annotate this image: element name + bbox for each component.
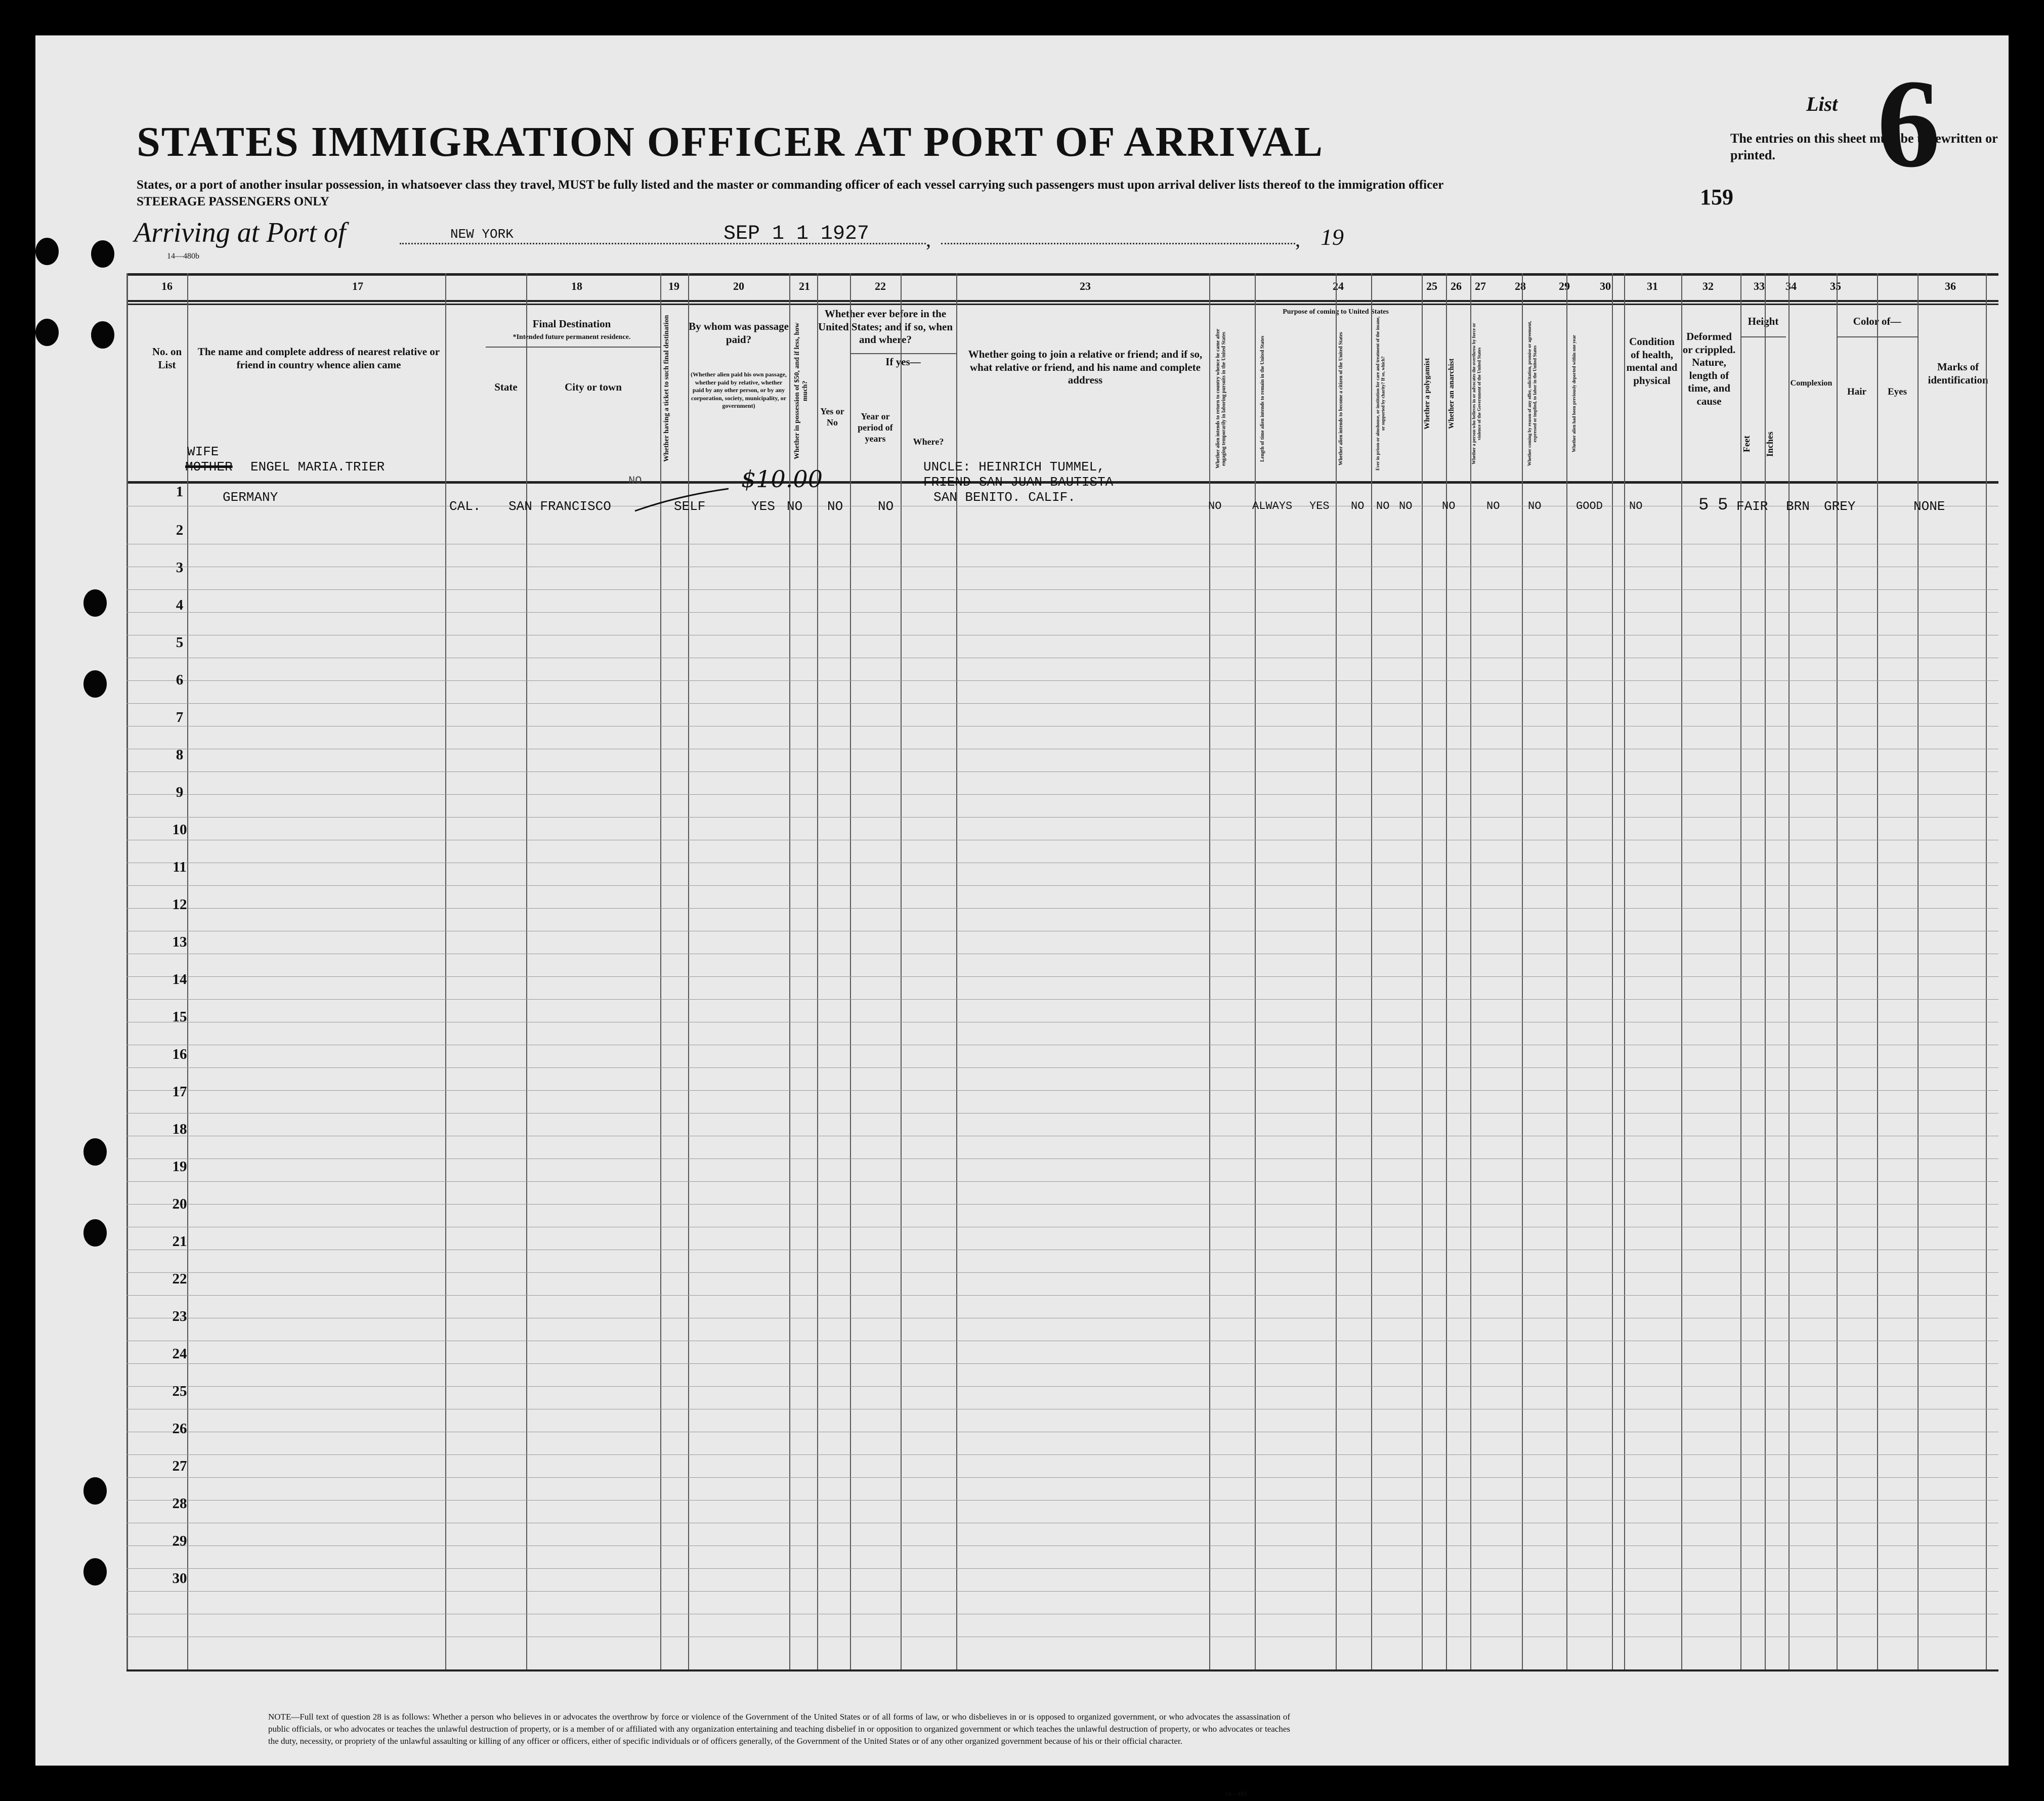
header-polygamist: Whether a polygamist [1423, 358, 1431, 430]
row-line [126, 1477, 1998, 1478]
date-dotted-line [941, 243, 1295, 244]
column-number: 30 [1600, 280, 1611, 292]
column-line [1470, 273, 1471, 1669]
header-anarchist: Whether an anarchist [1447, 358, 1456, 429]
column-line [1877, 273, 1878, 1669]
column-number: 36 [1945, 280, 1956, 292]
row-number: 30 [172, 1570, 187, 1586]
header-feet: Feet [1741, 436, 1752, 453]
header-purpose-length: Length of time alien intends to remain in the United States [1260, 335, 1265, 462]
row-line [126, 1591, 1998, 1592]
health-value: GOOD [1576, 500, 1603, 512]
column-line [1566, 273, 1567, 1669]
column-line [126, 273, 128, 1669]
column-line [445, 273, 446, 1669]
column-number: 23 [1080, 280, 1091, 292]
column-number-row [126, 273, 1998, 302]
column-number: 20 [733, 280, 744, 292]
purpose-citizen: YES [1309, 500, 1330, 512]
row-number: 29 [172, 1533, 187, 1549]
destination-state: CAL. [449, 499, 481, 514]
header-if-yes: If yes— [885, 356, 921, 368]
list-label: List [1806, 93, 1838, 115]
column-line [1740, 273, 1741, 1669]
row-number: 12 [172, 896, 187, 913]
punch-hole [83, 1138, 107, 1166]
header-state: State [494, 381, 518, 393]
fifty-value: YES [751, 499, 775, 514]
year-period-value: NO [827, 499, 843, 514]
header-final-destination: Final Destination [532, 318, 611, 330]
row-line [126, 703, 1998, 704]
ticket-value: NO [628, 475, 642, 487]
column-number: 24 [1333, 280, 1344, 292]
column-number: 26 [1451, 280, 1462, 292]
header-divider [486, 347, 660, 348]
punch-hole [83, 1477, 107, 1505]
column-number: 33 [1754, 280, 1765, 292]
column-number: 32 [1702, 280, 1714, 292]
column-line [901, 273, 902, 1669]
header-purpose: Purpose of coming to United States [1283, 308, 1389, 316]
row-line [126, 1454, 1998, 1455]
relative-name: ENGEL MARIA.TRIER [250, 459, 385, 475]
header-divider [850, 353, 956, 354]
column-number: 29 [1559, 280, 1570, 292]
row-line [126, 771, 1998, 772]
row-line [126, 817, 1998, 818]
steerage-label: STEERAGE PASSENGERS ONLY [137, 195, 329, 208]
column-line [1624, 273, 1625, 1669]
row-number: 28 [172, 1495, 187, 1512]
header-yes-or-no: Yes or No [820, 406, 844, 427]
port-value: NEW YORK [450, 227, 514, 242]
column-number: 28 [1515, 280, 1526, 292]
column-line [1255, 273, 1256, 1669]
row-number: 17 [172, 1084, 187, 1100]
row-number: 27 [172, 1458, 187, 1474]
column-number: 18 [571, 280, 582, 292]
deformed-value: NO [1629, 500, 1643, 512]
row-line [126, 612, 1998, 613]
column-line [1681, 273, 1682, 1669]
header-purpose-return: Whether alien intends to return to country whence he came after engaging temporarily in laboring pursuits in the United States [1215, 328, 1227, 469]
row-line [126, 1363, 1998, 1364]
row-number: 11 [173, 859, 187, 875]
row-line [126, 1386, 1998, 1387]
row-number: 24 [172, 1346, 187, 1362]
destination-city: SAN FRANCISCO [508, 499, 611, 514]
row-line [126, 1181, 1998, 1182]
polygamist-value: NO [1376, 500, 1390, 512]
row-number: 15 [172, 1009, 187, 1025]
column-line [1765, 273, 1766, 1669]
footnote-form-code: 14—481 [1224, 1790, 1248, 1797]
column-line [660, 273, 661, 1669]
complexion-value: FAIR [1736, 499, 1768, 514]
punch-hole [83, 589, 107, 617]
row-number: 4 [176, 597, 184, 613]
height-inches: 5 [1718, 496, 1728, 515]
arrival-date: SEP 1 1 1927 [723, 223, 870, 245]
header-purpose-citizen: Whether alien intends to become a citizen of the United States [1338, 332, 1344, 465]
row-line [126, 1272, 1998, 1273]
comma: , [1295, 228, 1300, 251]
column-number: 21 [799, 280, 810, 292]
row-line [126, 1295, 1998, 1296]
column-number: 19 [668, 280, 679, 292]
page-title: STATES IMMIGRATION OFFICER AT PORT OF ARRIVAL [137, 118, 1324, 165]
join-line-2: SAN JUAN BAUTISTA [979, 475, 1114, 490]
row-number: 9 [176, 784, 184, 800]
column-line [1422, 273, 1423, 1669]
eyes-value: GREY [1824, 499, 1856, 514]
column-number: 27 [1475, 280, 1486, 292]
column-number: 16 [161, 280, 173, 292]
row-line [126, 1090, 1998, 1091]
header-deformed: Deformed or crippled. Nature, length of time, and cause [1682, 330, 1736, 408]
column-line [1209, 273, 1210, 1669]
column-number: 31 [1647, 280, 1658, 292]
row-line [126, 999, 1998, 1000]
punch-hole [35, 319, 59, 346]
row-number: 6 [176, 672, 184, 688]
header-marks: Marks of identification [1928, 361, 1988, 386]
header-complexion: Complexion [1790, 379, 1833, 388]
punch-hole [35, 238, 59, 265]
fifty-handwritten: $10.00 [741, 465, 823, 493]
join-line-1: UNCLE: HEINRICH TUMMEL, [923, 459, 1105, 475]
row-line [126, 1204, 1998, 1205]
column-number: 22 [875, 280, 886, 292]
comma: , [926, 228, 931, 251]
manifest-sheet [35, 35, 2009, 1797]
q30-value: NO [1528, 500, 1542, 512]
header-prison: Ever in prison or almshouse, or institution for care and treatment of the insane, or supported by charity? If so, which? [1375, 316, 1386, 471]
column-line [688, 273, 689, 1669]
column-number: 35 [1830, 280, 1841, 292]
marks-value: NONE [1913, 499, 1945, 514]
row-number: 5 [176, 634, 184, 651]
form-code: 14—480b [167, 252, 199, 261]
header-ever-before: Whether ever before in the United States; and if so, when and where? [818, 308, 953, 346]
year-prefix: 19 [1321, 224, 1344, 250]
header-hair: Hair [1847, 387, 1866, 397]
table-bottom-border [126, 1669, 1998, 1671]
entries-note: The entries on this sheet must be typewritten or printed. [1730, 131, 1998, 162]
column-line [1837, 273, 1838, 1669]
row-line [126, 1067, 1998, 1068]
row-number: 1 [176, 484, 184, 500]
relation: WIFE [187, 444, 219, 459]
instructions: States, or a port of another insular possession, in whatsoever class they travel, MUST be fully listed and the master or commanding officer of each vessel carrying such passengers must upon arrival deliver lists thereof to the immigration officer [137, 178, 1444, 192]
punch-hole [83, 670, 107, 698]
column-line [1522, 273, 1523, 1669]
header-q29: Whether coming by reason of any offer, solicitation, promise or agreement, expressed or implied, to labor in the United States [1527, 321, 1538, 466]
relative-name-struck: MOTHER [185, 459, 233, 475]
hair-value: BRN [1786, 499, 1810, 514]
header-city: City or town [565, 381, 622, 393]
row-number: 14 [172, 971, 187, 988]
row-line [126, 885, 1998, 886]
header-no-on-list: No. on List [152, 346, 182, 371]
q29-value: NO [1486, 500, 1500, 512]
header-health: Condition of health, mental and physical [1626, 335, 1678, 387]
row-line [126, 589, 1998, 590]
height-feet: 5 [1698, 496, 1709, 515]
header-year-period: Year or period of years [858, 411, 893, 444]
arriving-label: Arriving at Port of [134, 217, 346, 248]
header-relative-address: The name and complete address of nearest relative or friend in country whence alien came [197, 346, 440, 371]
row-number: 21 [172, 1233, 187, 1250]
passage-value: SELF [674, 499, 706, 514]
row-number: 13 [172, 934, 187, 950]
row-line [126, 794, 1998, 795]
column-number: 17 [352, 280, 363, 292]
join-line-3: SAN BENITO. CALIF. [933, 490, 1076, 505]
pen-stroke [632, 486, 734, 516]
column-line [1788, 273, 1790, 1669]
header-height: Height [1748, 315, 1779, 327]
column-line [1336, 273, 1337, 1669]
row-number: 7 [176, 709, 184, 725]
header-eyes: Eyes [1888, 387, 1907, 397]
row-number: 25 [172, 1383, 187, 1399]
header-inches: Inches [1765, 432, 1775, 457]
footnote: NOTE—Full text of question 28 is as follows: Whether a person who believes in or advocates the overthrow by force or violence of the Government of the United States or of all forms of law, or who disbelieves in or is opposed to organized government, or who advocates the assassination of public officials, or who advocates or teaches the unlawful destruction of property, or is a member of or affiliated with any organization entertaining and teaching disbelief in or opposition to organized government or which teaches the unlawful destruction of property, or who advocates or teaches the duty, necessity, or propriety of the unlawful assaulting or killing of any officer or officers, either of specific individuals or of officers generally, of the Government of the United States or of any other organized government because of his or their official character. [268, 1712, 1290, 1746]
bleed-through [794, 94, 799, 107]
join-struck: FRIEND [923, 475, 971, 490]
row-number: 20 [172, 1196, 187, 1212]
purpose-return: NO [1208, 500, 1222, 512]
ever-before-value: NO [787, 499, 803, 514]
header-join-relative: Whether going to join a relative or friend; and if so, what relative or friend, and his name and complete address [968, 348, 1203, 387]
row-number: 18 [172, 1121, 187, 1137]
row-number: 16 [172, 1046, 187, 1062]
punch-hole [91, 321, 114, 349]
prison-value: NO [1351, 500, 1365, 512]
column-line [1918, 273, 1919, 1669]
header-where: Where? [913, 437, 944, 447]
row-number: 8 [176, 747, 184, 763]
anarchist-value: NO [1399, 500, 1413, 512]
column-line [1986, 273, 1987, 1669]
header-fifty-dollars: Whether in possession of $50, and if less, how much? [793, 322, 810, 460]
row-line [126, 976, 1998, 977]
header-color-of: Color of— [1853, 315, 1901, 327]
row-number: 22 [172, 1271, 187, 1287]
row-line [126, 908, 1998, 909]
sheet-number: 159 [1700, 185, 1733, 209]
list-number: 6 [1877, 54, 1940, 194]
header-divider [1740, 336, 1786, 337]
punch-hole [91, 240, 114, 268]
header-passage-paid: By whom was passage paid? [689, 320, 789, 346]
row-number: 26 [172, 1421, 187, 1437]
header-q28: Whether a person who believes in or advocates the overthrow by force or violence of the Government of the United States [1471, 323, 1482, 464]
row-number: 3 [176, 560, 184, 576]
header-q30: Whether alien had been previously deported within one year [1571, 334, 1577, 453]
column-line [1371, 273, 1372, 1669]
column-number: 34 [1785, 280, 1797, 292]
row-number: 2 [176, 522, 184, 538]
header-passage-note: (Whether alien paid his own passage, whether paid by relative, whether paid by any other person, or by any corporation, society, municipality, or government) [691, 371, 787, 410]
punch-hole [83, 1558, 107, 1585]
row-number: 19 [172, 1159, 187, 1175]
row-line [126, 1568, 1998, 1569]
header-final-destination-note: *Intended future permanent residence. [513, 333, 631, 341]
q28-value: NO [1442, 500, 1456, 512]
relative-country: GERMANY [223, 490, 278, 505]
punch-hole [83, 1219, 107, 1247]
header-ticket: Whether having a ticket to such final destination [663, 315, 670, 462]
row-number: 23 [172, 1308, 187, 1324]
purpose-length: ALWAYS [1252, 500, 1293, 512]
column-line [850, 273, 851, 1669]
table-header [126, 304, 1998, 484]
column-number: 25 [1426, 280, 1437, 292]
column-line [1446, 273, 1447, 1669]
row-line [126, 680, 1998, 681]
where-value: NO [878, 499, 894, 514]
column-line [1612, 273, 1613, 1669]
column-line [526, 273, 527, 1669]
row-number: 10 [172, 822, 187, 838]
